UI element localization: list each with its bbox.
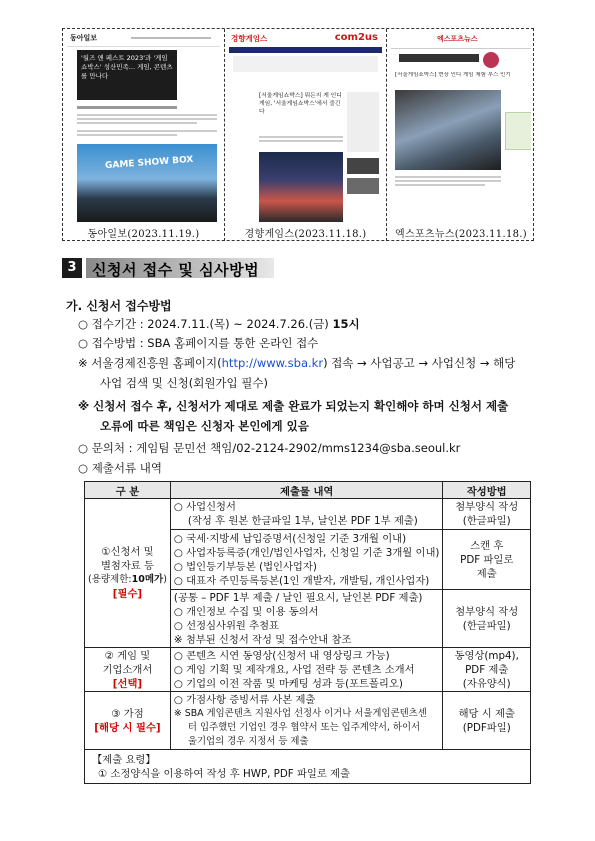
ad-brand: com2us [334, 32, 378, 43]
section-title: 신청서 접수 및 심사방법 [92, 261, 260, 279]
note-sba-homepage-cont: 사업 검색 및 신청(회원가입 필수) [100, 376, 269, 390]
press-clippings [62, 28, 534, 241]
headline: [서울게임쇼박스] 뭐든지 게 인디 게임, '서울게임쇼박스'에서 즐긴다 [259, 93, 342, 115]
event-photo [77, 144, 217, 222]
method-application-form: 첨부양식 작성 (한글파일) [443, 499, 531, 530]
event-photo [395, 90, 501, 170]
items-certificates: ○ 국세·지방세 납입증명서(신청일 기준 3개월 이내) ○ 사업자등록증(개인/법인사업자, 신청일 기준 3개월 이내) ○ 법인등기부등본 (법인사업자) ○ 대표자 주민등록등본(1인 개발자, 개발팀, 개인사업자) [170, 530, 443, 590]
newspaper-logo: 엑스포츠뉴스 [437, 35, 478, 43]
submission-guidelines: 【제출 요령】 ① 소정양식을 이용하여 작성 후 HWP, PDF 파일로 제출 [85, 750, 531, 784]
items-application-form: ○ 사업신청서 (작성 후 원본 한글파일 1부, 날인본 PDF 1부 제출) [170, 499, 443, 530]
optional-tag: [선택] [112, 677, 143, 690]
headline: '월즈 앤 페스트 2023'과 '게임쇼박스' 성산민족... 게임, 콘텐츠를 만나다 [81, 54, 173, 80]
photo-sign-text: GAME SHOW BOX [104, 154, 194, 172]
method-certificates: 스캔 후 PDF 파일로 제출 [443, 530, 531, 590]
method-line: ○ 접수방법 : SBA 홈페이지를 통한 온라인 접수 [78, 336, 319, 350]
press-caption: 엑스포츠뉴스(2023.11.18.) [395, 229, 527, 240]
docs-title: ○ 제출서류 내역 [78, 461, 162, 475]
newspaper-logo: 경향게임스 [231, 34, 268, 43]
press-item-xportsnews [387, 29, 535, 241]
press-caption: 동아일보(2023.11.19.) [87, 229, 200, 240]
method-consent-forms: 첨부양식 작성 (한글파일) [443, 590, 531, 648]
contact-line: ○ 문의처 : 게임팀 문민선 책임/02-2124-2902/mms1234@sba.seoul.kr [78, 441, 461, 455]
conditional-required-tag: [해당 시 필수] [94, 721, 161, 734]
press-item-khgames [225, 29, 387, 241]
press-screenshot [229, 32, 382, 223]
section-number: 3 [62, 258, 82, 278]
press-screenshot [391, 32, 531, 223]
sba-link[interactable]: http://www.sba.kr [221, 356, 324, 370]
period-line: ○ 접수기간 : 2024.7.11.(목) ~ 2024.7.26.(금) 15시 [78, 317, 360, 331]
press-caption: 경향게임스(2023.11.18.) [244, 229, 367, 240]
category-bonus-points: ③ 가점 [해당 시 필수] [85, 692, 171, 750]
press-screenshot [67, 32, 220, 223]
event-photo [259, 152, 343, 222]
category-application: ①신청서 및 별첨자료 등 (용량제한:10메가) [필수] [85, 499, 171, 648]
newspaper-logo: 동아일보 [70, 34, 98, 42]
col-header-category: 구 분 [85, 482, 171, 499]
col-header-method: 작성방법 [443, 482, 531, 499]
press-item-donga [63, 29, 225, 241]
headline: [서울게임쇼박스] 현장 인디 게임 체험 부스 인기 [395, 72, 511, 78]
subsection-title: 가. 신청서 접수방법 [66, 299, 172, 313]
note-warning-2: 오류에 따른 책임은 신청자 본인에게 있음 [100, 419, 309, 433]
col-header-items: 제출물 내역 [170, 482, 443, 499]
required-tag: [필수] [112, 588, 143, 600]
note-sba-homepage: ※ 서울경제진흥원 홈페이지(http://www.sba.kr) 접속 → 사업공고 → 사업신청 → 해당 [78, 356, 516, 370]
method-game-intro: 동영상(mp4), PDF 제출 (자유양식) [443, 648, 531, 692]
items-game-intro: ○ 콘텐츠 시연 동영상(신청서 내 영상링크 가능) ○ 게임 기획 및 제작개요, 사업 전략 등 콘텐츠 소개서 ○ 기업의 이전 작품 및 마케팅 성과 등(포트폴리오) [170, 648, 443, 692]
method-bonus-points: 해당 시 제출 (PDF파일) [443, 692, 531, 750]
category-game-intro: ② 게임 및 기업소개서 [선택] [85, 648, 171, 692]
items-bonus-points: ○ 가점사항 증빙서류 사본 제출 ※ SBA 게임콘텐츠 지원사업 선정사 이거나 서울게임콘텐츠센 터 입주했던 기업인 경우 협약서 또는 입주계약서, 하이서 울기업의 경우 지정서 등 제출 [170, 692, 443, 750]
note-warning-1: ※ 신청서 접수 후, 신청서가 제대로 제출 완료가 되었는지 확인해야 하며 신청서 제출 [78, 399, 509, 413]
headline-box [77, 50, 177, 100]
submission-docs-table [84, 481, 531, 784]
items-consent-forms: (공통 – PDF 1부 제출 / 날인 필요시, 날인본 PDF 제출) ○ 개인정보 수집 및 이용 동의서 ○ 선정심사위원 추첨표 ※ 첨부된 신청서 작성 및 접수안내 참조 [170, 590, 443, 648]
